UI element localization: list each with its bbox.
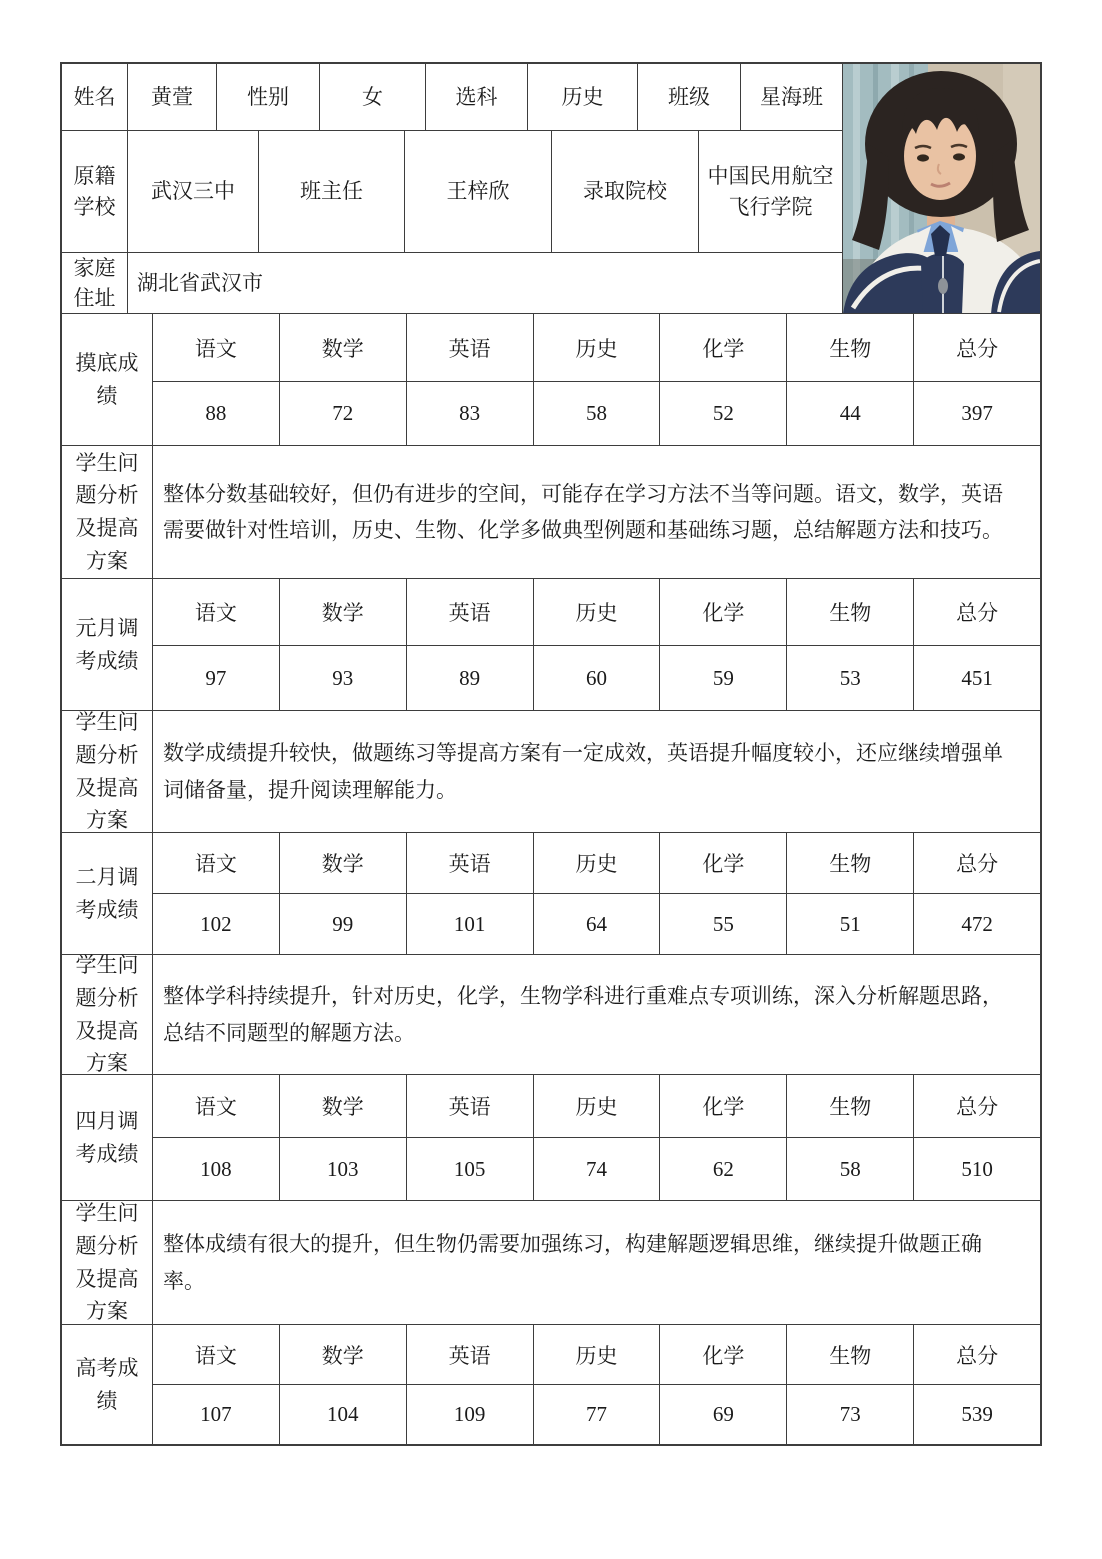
section-april-scores [62,1075,1040,1201]
subject-header: 总分 [914,833,1040,894]
score-value: 52 [660,382,787,445]
subject-header: 数学 [280,579,407,646]
score-value: 397 [961,401,993,425]
student-record-sheet [60,62,1042,1446]
subject-header: 数学 [280,314,407,382]
score-value: 83 [407,382,534,445]
subject-header: 语文 [153,833,280,894]
section-label: 学生问题分析及提高方案 [62,1201,153,1324]
score-value: 539 [961,1402,993,1426]
score-value-row [153,1138,1040,1200]
analysis-text: 数学成绩提升较快，做题练习等提高方案有一定成效，英语提升幅度较小，还应继续增强单词储备量，提升阅读理解能力。 [163,741,1003,802]
score-value: 44 [787,382,914,445]
name-label: 姓名 [62,64,128,131]
score-value: 93 [280,646,407,710]
score-value: 69 [660,1385,787,1444]
origin-school-label: 原籍学校 [62,131,128,253]
class-label: 班级 [638,64,741,131]
address-value: 湖北省武汉市 [128,253,843,314]
subject-header: 历史 [534,1325,661,1385]
analysis-text: 整体学科持续提升，针对历史，化学，生物学科进行重难点专项训练，深入分析解题思路，总结不同题型的解题方法。 [163,984,1003,1045]
student-info-block [62,64,1040,314]
score-value: 108 [153,1138,280,1200]
subject-header: 生物 [787,314,914,382]
section-analysis-1 [62,446,1040,579]
subject-header: 英语 [407,1075,534,1138]
score-value-row [153,646,1040,710]
section-analysis-4 [62,1201,1040,1325]
section-label: 四月调考成绩 [62,1075,153,1200]
subject-header: 生物 [787,1325,914,1385]
analysis-text: 整体成绩有很大的提升，但生物仍需要加强练习，构建解题逻辑思维，继续提升做题正确率。 [163,1232,982,1293]
student-photo [843,64,1040,314]
score-value: 107 [153,1385,280,1444]
section-label: 学生问题分析及提高方案 [62,446,153,578]
class-value: 星海班 [741,64,843,131]
section-label: 元月调考成绩 [62,579,153,710]
score-value: 64 [534,894,661,954]
name-value: 黄萱 [128,64,217,131]
subject-header: 生物 [787,579,914,646]
score-value: 451 [961,665,993,690]
score-value: 472 [961,911,993,936]
analysis-text: 整体分数基础较好，但仍有进步的空间，可能存在学习方法不当等问题。语文，数学，英语需要做针对性培训，历史、生物、化学多做典型例题和基础练习题，总结解题方法和技巧。 [163,481,1003,542]
subject-header: 化学 [660,833,787,894]
score-value: 62 [660,1138,787,1200]
subject-header: 语文 [153,579,280,646]
section-february-scores [62,833,1040,955]
score-value: 74 [534,1138,661,1200]
subject-header: 化学 [660,1325,787,1385]
gender-label: 性别 [217,64,320,131]
section-analysis-2 [62,711,1040,833]
admission-college-label: 录取院校 [552,131,699,253]
score-value-row [153,382,1040,445]
score-header-row [153,833,1040,894]
score-value: 103 [280,1138,407,1200]
subject-header: 总分 [914,1325,1040,1385]
score-header-row [153,1325,1040,1385]
subject-header: 语文 [153,1325,280,1385]
score-header-row [153,1075,1040,1138]
score-value: 89 [407,646,534,710]
subject-header: 化学 [660,1075,787,1138]
section-label: 高考成绩 [62,1325,153,1444]
score-value: 97 [153,646,280,710]
subject-header: 英语 [407,833,534,894]
score-value: 53 [787,646,914,710]
score-value: 99 [280,894,407,954]
section-gaokao-scores [62,1325,1040,1444]
section-label: 摸底成绩 [62,314,153,445]
subject-header: 生物 [787,1075,914,1138]
subject-header: 历史 [534,579,661,646]
section-label: 学生问题分析及提高方案 [62,955,153,1074]
score-header-row [153,314,1040,382]
subject-header: 数学 [280,1075,407,1138]
info-row-2 [62,131,843,253]
score-value: 77 [534,1385,661,1444]
subject-header: 语文 [153,1075,280,1138]
subject-header: 数学 [280,833,407,894]
score-header-row [153,579,1040,646]
score-value: 55 [660,894,787,954]
score-value: 72 [280,382,407,445]
subject-header: 历史 [534,1075,661,1138]
score-value: 101 [407,894,534,954]
score-value: 58 [534,382,661,445]
origin-school-value: 武汉三中 [128,131,259,253]
subject-header: 总分 [914,1075,1040,1138]
subject-header: 化学 [660,314,787,382]
score-value: 109 [407,1385,534,1444]
subject-header: 历史 [534,833,661,894]
score-value: 88 [153,382,280,445]
score-value-row [153,894,1040,954]
subject-header: 数学 [280,1325,407,1385]
section-baseline-scores [62,314,1040,446]
score-value: 58 [787,1138,914,1200]
subject-header: 总分 [914,314,1040,382]
info-row-3 [62,253,843,314]
elective-label: 选科 [426,64,528,131]
score-value: 59 [660,646,787,710]
section-label: 学生问题分析及提高方案 [62,711,153,832]
score-value: 60 [534,646,661,710]
score-value: 51 [787,894,914,954]
subject-header: 化学 [660,579,787,646]
info-rows [62,64,843,314]
head-teacher-value: 王梓欣 [405,131,552,253]
gender-value: 女 [320,64,426,131]
score-value-row [153,1385,1040,1444]
score-value: 104 [280,1385,407,1444]
score-value: 510 [961,1156,993,1181]
admission-college-value: 中国民用航空飞行学院 [699,131,843,253]
subject-header: 总分 [914,579,1040,646]
score-value: 105 [407,1138,534,1200]
subject-header: 英语 [407,579,534,646]
subject-header: 语文 [153,314,280,382]
elective-value: 历史 [528,64,638,131]
subject-header: 英语 [407,314,534,382]
subject-header: 历史 [534,314,661,382]
head-teacher-label: 班主任 [259,131,405,253]
section-january-scores [62,579,1040,711]
subject-header: 英语 [407,1325,534,1385]
section-label: 二月调考成绩 [62,833,153,954]
score-value: 73 [787,1385,914,1444]
address-label: 家庭住址 [62,253,128,314]
subject-header: 生物 [787,833,914,894]
section-analysis-3 [62,955,1040,1075]
score-value: 102 [153,894,280,954]
info-row-1 [62,64,843,131]
